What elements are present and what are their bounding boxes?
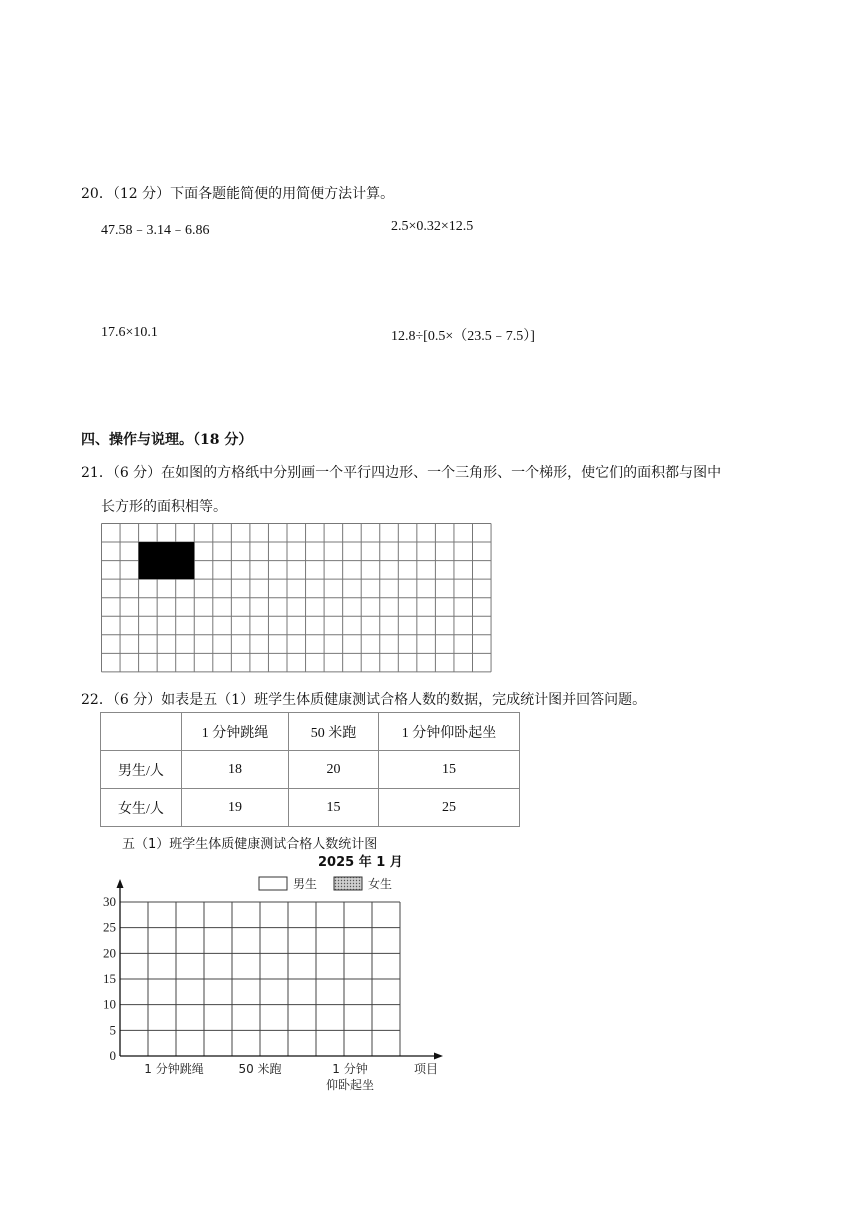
legend-box-girls xyxy=(334,877,362,890)
table-cell: 15 xyxy=(289,789,379,827)
legend-box-boys xyxy=(259,877,287,890)
table-row xyxy=(101,789,520,827)
q20-title: 20．（12 分）下面各题能简便的用简便方法计算。 xyxy=(81,186,395,202)
table-cell: 25 xyxy=(379,789,520,827)
section-title: 四、操作与说理。（18 分） xyxy=(81,432,253,448)
data-table xyxy=(100,712,520,827)
y-tick-label: 15 xyxy=(103,971,116,986)
q21-line1: 21．（6 分）在如图的方格纸中分别画一个平行四边形、一个三角形、一个梯形，使它们的面积都与图中 xyxy=(81,465,722,481)
table-header-cell: 50 米跑 xyxy=(289,713,379,751)
expr-2: 2.5×0.32×12.5 xyxy=(391,219,474,234)
y-tick-label: 25 xyxy=(103,919,116,935)
x-axis-label: 项目 xyxy=(413,1062,439,1076)
black-rectangle xyxy=(139,542,195,579)
q21-line2: 长方形的面积相等。 xyxy=(101,499,227,515)
expr-1: 47.58﹣3.14﹣6.86 xyxy=(101,223,210,238)
table-cell: 男生/人 xyxy=(101,751,182,789)
table-header-cell: 1 分钟跳绳 xyxy=(182,713,289,751)
legend-label-girls: 女生 xyxy=(368,877,393,891)
x-category-label: 50 米跑 xyxy=(238,1062,282,1076)
expr-4: 12.8÷[0.5×（23.5﹣7.5）] xyxy=(391,329,535,344)
y-tick-label: 5 xyxy=(109,1022,116,1038)
grid-paper[interactable] xyxy=(101,523,493,673)
bar-chart[interactable] xyxy=(100,870,460,1100)
y-axis-arrow xyxy=(117,879,124,888)
table-cell: 19 xyxy=(182,789,289,827)
y-tick-label: 30 xyxy=(103,894,116,909)
table-row xyxy=(101,751,520,789)
y-tick-label: 20 xyxy=(103,945,116,961)
table-header-cell: 1 分钟仰卧起坐 xyxy=(379,713,520,751)
x-category-label: 仰卧起坐 xyxy=(325,1078,375,1092)
y-tick-label: 0 xyxy=(109,1048,116,1063)
table-cell: 15 xyxy=(379,751,520,789)
x-category-label: 1 分钟 xyxy=(332,1062,368,1076)
q22-title: 22．（6 分）如表是五（1）班学生体质健康测试合格人数的数据，完成统计图并回答问题。 xyxy=(81,692,647,708)
expr-3: 17.6×10.1 xyxy=(101,325,158,340)
table-cell: 女生/人 xyxy=(101,789,182,827)
chart-subtitle: 2025 年 1 月 xyxy=(318,855,403,870)
table-header-cell xyxy=(101,713,182,751)
chart-title: 五（1）班学生体质健康测试合格人数统计图 xyxy=(122,837,378,852)
table-cell: 18 xyxy=(182,751,289,789)
x-axis-arrow xyxy=(434,1053,443,1060)
table-header-row xyxy=(101,713,520,751)
y-tick-label: 10 xyxy=(103,996,116,1012)
x-category-label: 1 分钟跳绳 xyxy=(144,1062,204,1076)
table-cell: 20 xyxy=(289,751,379,789)
legend-label-boys: 男生 xyxy=(293,877,318,891)
